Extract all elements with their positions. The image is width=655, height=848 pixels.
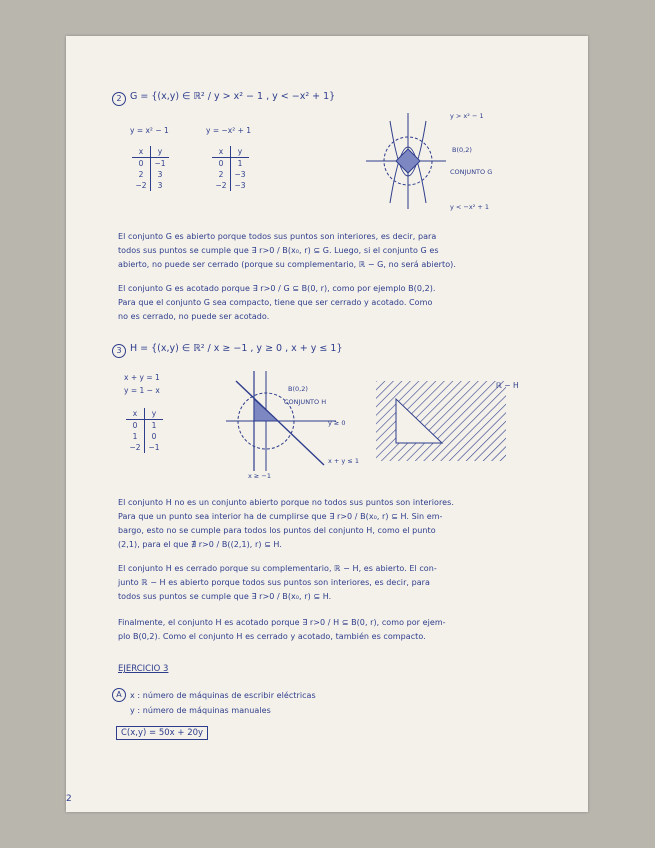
table-cell: −3 [234, 181, 246, 190]
table-cell: 3 [157, 181, 163, 190]
g-parabola-eq-right: y = −x² + 1 [206, 126, 252, 135]
table-cell: 1 [151, 421, 157, 430]
table-cell: 0 [212, 158, 231, 169]
g-table-left [132, 146, 169, 191]
g-sketch [366, 111, 466, 211]
table-header: y [157, 147, 163, 156]
h-label-y0: y ≥ 0 [328, 419, 346, 427]
g-p1-line: todos sus puntos se cumple que ∃ r>0 / B(x₀, r) ⊆ G. Luego, si el conjunto G es [118, 246, 439, 255]
h-p2-line: todos sus puntos se cumple que ∃ r>0 / B(x₀, r) ⊆ H. [118, 592, 332, 601]
h-line-eq2: y = 1 − x [124, 386, 160, 395]
variable-y-definition: y : número de máquinas manuales [130, 706, 271, 715]
h-complement-label: ℝ − H [496, 381, 519, 390]
h-p1-line: (2,1), para el que ∄ r>0 / B((2,1), r) ⊆ H. [118, 540, 282, 549]
h-p3-line: plo B(0,2). Como el conjunto H es cerrado y acotado, también es compacto. [118, 632, 426, 641]
set-g-region [396, 149, 420, 173]
h-p2-line: El conjunto H es cerrado porque su complementario, ℝ − H, es abierto. El con- [118, 564, 437, 573]
set-g-definition: G = {(x,y) ∈ ℝ² / y > x² − 1 , y < −x² + 1} [130, 91, 336, 102]
g-p1-line: abierto, no puede ser cerrado (porque su complementario, ℝ − G, no será abierto). [118, 260, 456, 269]
g-table-right [212, 146, 249, 191]
table-cell: 1 [237, 159, 243, 168]
set-h-definition: H = {(x,y) ∈ ℝ² / x ≥ −1 , y ≥ 0 , x + y ≤ 1} [130, 343, 343, 354]
exercise-3-title: EJERCICIO 3 [118, 664, 169, 674]
table-cell: 3 [157, 170, 163, 179]
h-complement-sketch [376, 381, 506, 461]
table-header: y [151, 409, 157, 418]
table-header: x [132, 146, 151, 157]
line-x-plus-y [236, 381, 327, 465]
g-parabola-eq-left: y = x² − 1 [130, 126, 169, 135]
table-header: y [237, 147, 243, 156]
g-label-set: CONJUNTO G [450, 168, 493, 176]
h-p1-line: Para que un punto sea interior ha de cumplirse que ∃ r>0 / B(x₀, r) ⊆ H. Sin em- [118, 512, 443, 521]
table-cell: 0 [132, 158, 151, 169]
g-label-lower: y < −x² + 1 [450, 203, 490, 211]
g-label-ball: B(0,2) [452, 146, 472, 154]
h-p2-line: junto ℝ − H es abierto porque todos sus puntos son interiores, es decir, para [118, 578, 430, 587]
g-p2-line: El conjunto G es acotado porque ∃ r>0 / G ⊆ B(0, r), como por ejemplo B(0,2). [118, 284, 436, 293]
item-marker-3: 3 [112, 344, 126, 358]
item-marker-a: A [112, 688, 126, 702]
table-cell: −3 [234, 170, 246, 179]
h-label-xmin: x ≥ −1 [248, 472, 272, 480]
table-cell: 0 [126, 420, 145, 431]
notebook-page [66, 36, 588, 812]
table-cell: 2 [212, 169, 231, 180]
h-p3-line: Finalmente, el conjunto H es acotado porque ∃ r>0 / H ⊆ B(0, r), como por ejem- [118, 618, 446, 627]
table-header: x [212, 146, 231, 157]
h-table [126, 408, 163, 453]
table-cell: −2 [212, 180, 231, 191]
table-cell: 1 [126, 431, 145, 442]
g-label-upper: y > x² − 1 [450, 112, 484, 120]
table-header: x [126, 408, 145, 419]
h-p1-line: bargo, esto no se cumple para todos los puntos del conjunto H, como el punto [118, 526, 436, 535]
h-label-ball: B(0,2) [288, 385, 308, 393]
page-number: 2 [66, 794, 72, 804]
h-p1-line: El conjunto H no es un conjunto abierto porque no todos sus puntos son interiores. [118, 498, 454, 507]
cost-function-box: C(x,y) = 50x + 20y [116, 726, 208, 740]
g-p1-line: El conjunto G es abierto porque todos sus puntos son interiores, es decir, para [118, 232, 437, 241]
table-cell: −1 [154, 159, 166, 168]
item-marker-2: 2 [112, 92, 126, 106]
h-label-set: CONJUNTO H [284, 398, 327, 406]
table-cell: 2 [132, 169, 151, 180]
table-cell: −1 [148, 443, 160, 452]
table-cell: −2 [132, 180, 151, 191]
variable-x-definition: x : número de máquinas de escribir eléctricas [130, 691, 316, 700]
g-p2-line: no es cerrado, no puede ser acotado. [118, 312, 270, 321]
h-label-xline: x + y ≤ 1 [328, 457, 359, 465]
table-cell: 0 [151, 432, 157, 441]
h-line-eq1: x + y = 1 [124, 373, 160, 382]
g-p2-line: Para que el conjunto G sea compacto, tiene que ser cerrado y acotado. Como [118, 298, 433, 307]
table-cell: −2 [126, 442, 145, 453]
